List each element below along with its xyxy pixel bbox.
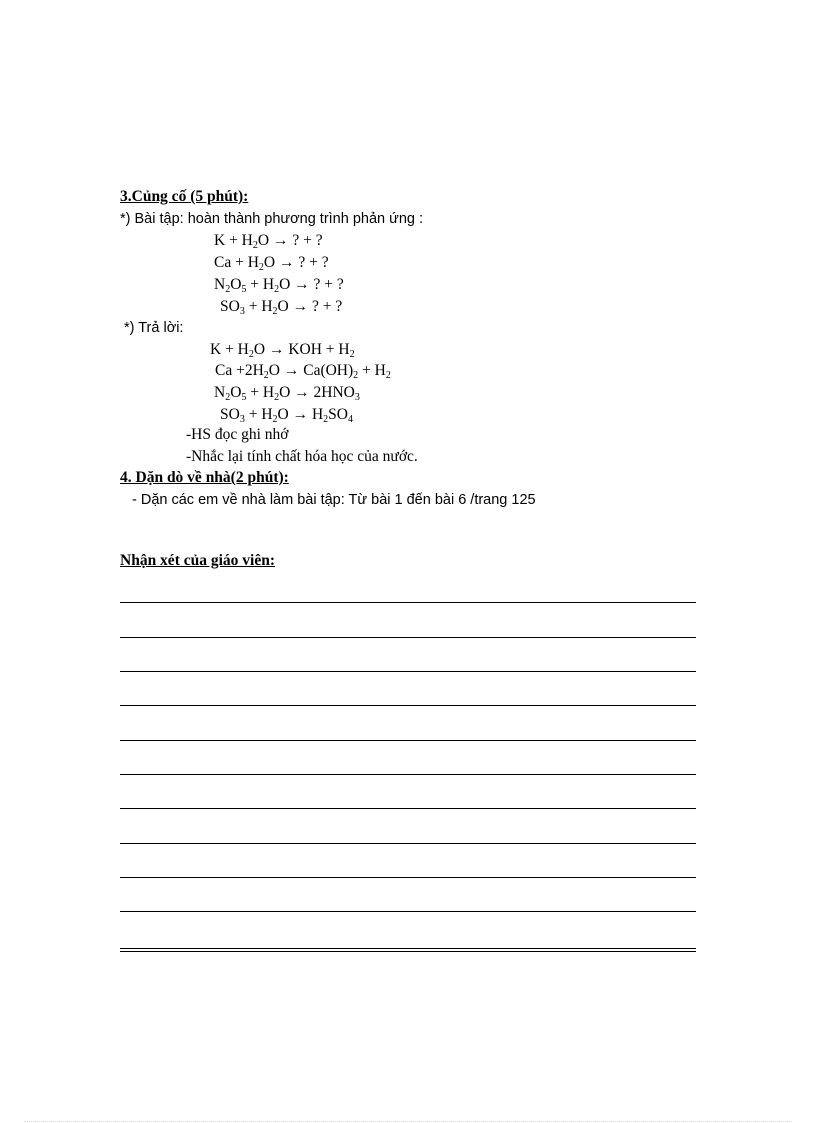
arrow-icon: → bbox=[268, 341, 285, 358]
comment-line bbox=[120, 705, 696, 706]
teacher-comment-heading: Nhận xét của giáo viên: bbox=[120, 552, 275, 569]
section3-heading: 3.Củng cố (5 phút): bbox=[120, 188, 249, 205]
arrow-icon: → bbox=[278, 254, 295, 271]
exercise-intro: *) Bài tập: hoàn thành phương trình phản ứng : bbox=[120, 211, 424, 227]
arrow-icon: → bbox=[294, 276, 310, 293]
exercise-equation-4: $SO_3 + H_2O$ → ? + ? bbox=[220, 298, 343, 317]
comment-line bbox=[120, 877, 696, 878]
section4-heading: 4. Dặn dò về nhà(2 phút): bbox=[120, 469, 289, 486]
comment-line bbox=[120, 808, 696, 809]
exercise-equation-2: $Ca + H_2O$ → ? + ? bbox=[214, 254, 329, 273]
comment-line bbox=[120, 671, 696, 672]
note-recall: -Nhắc lại tính chất hóa học của nước. bbox=[186, 448, 418, 465]
answer-intro: *) Trả lời: bbox=[124, 320, 184, 336]
page-bottom-dotted-edge bbox=[24, 1121, 792, 1122]
comment-line bbox=[120, 740, 696, 741]
exercise-equation-3: $N_2O_5 + H_2O$ → ? + ? bbox=[214, 276, 344, 295]
arrow-icon: → bbox=[272, 232, 289, 249]
comment-line bbox=[120, 843, 696, 844]
comment-line bbox=[120, 637, 696, 638]
arrow-icon: → bbox=[292, 406, 309, 423]
comment-line bbox=[120, 774, 696, 775]
closing-double-rule bbox=[120, 948, 696, 952]
answer-equation-2: $Ca +2H_2O \to Ca(OH)_2 + H_2$ bbox=[215, 362, 391, 381]
note-hs-read: -HS đọc ghi nhớ bbox=[186, 426, 289, 443]
comment-line bbox=[120, 602, 696, 603]
homework-assignment: - Dặn các em về nhà làm bài tập: Từ bài 1 đến bài 6 /trang 125 bbox=[132, 492, 536, 508]
answer-equation-4: $SO_3 + H_2O \to H_2SO_4$ bbox=[220, 406, 353, 425]
answer-equation-3: $N_2O_5 + H_2O \to 2HNO_3$ bbox=[214, 384, 360, 403]
arrow-icon: → bbox=[292, 298, 309, 315]
comment-line bbox=[120, 911, 696, 912]
exercise-equation-1: $K + H_2O$ → ? + ? bbox=[214, 232, 323, 251]
answer-equation-1: $K + H_2O$ → KOH + $H_2$ bbox=[210, 341, 355, 360]
arrow-icon: → bbox=[283, 362, 300, 379]
arrow-icon: → bbox=[294, 384, 310, 401]
